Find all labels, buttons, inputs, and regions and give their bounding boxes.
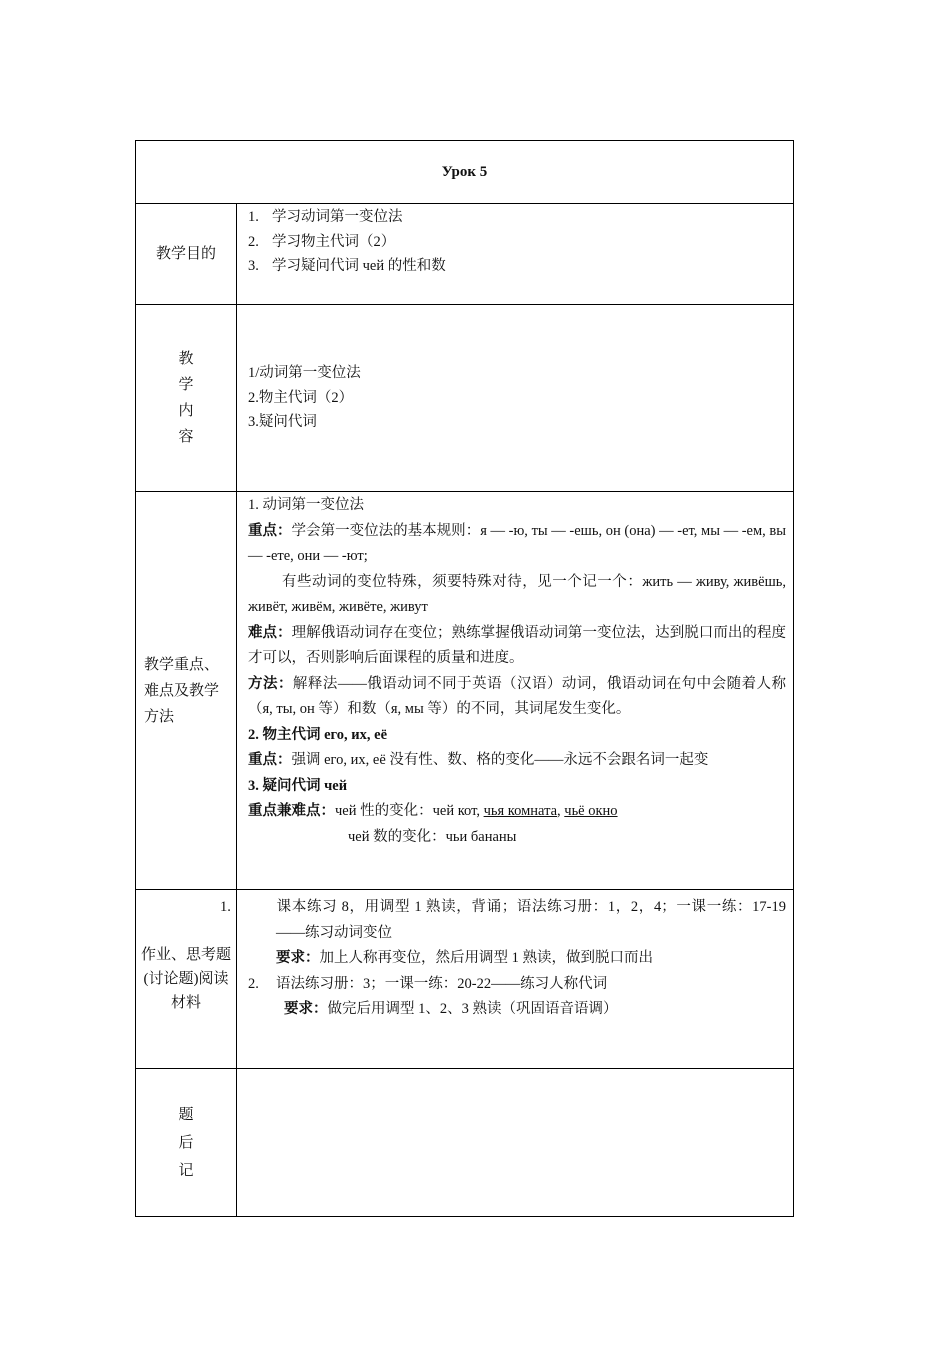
homework-content: [220, 890, 793, 1068]
homework-req-2: 要求：做完后用调型 1、2、3 熟读（巩固语音语调）: [284, 1001, 618, 1017]
goals-row: [136, 203, 793, 304]
content-row: [136, 304, 793, 491]
homework-item-1: 1. 课本练习 8，用调型 1 熟读，背诵；语法练习册：1，2，4；一课一练：17-19 ——练习动词变位: [220, 899, 786, 941]
goals-content: [237, 204, 793, 304]
afterword-label: 题 后 记: [136, 1069, 237, 1216]
goal-item: 1. 学习动词第一变位法: [248, 209, 403, 225]
homework-req-1: 要求：加上人称再变位，然后用调型 1 熟读，做到脱口而出: [276, 950, 653, 966]
methods-row: [136, 491, 793, 889]
verb-special: 有些动词的变位特殊，须要特殊对待，见一个记一个：жить — живу, живёшь, живёт, живём, живёте, живут: [248, 573, 786, 615]
lesson-plan-table: [135, 140, 794, 1217]
afterword-row: [136, 1068, 793, 1216]
interrogative-gender: 重点兼难点：чей 性的变化：чей кот, чья комната, чьё окно: [248, 803, 618, 819]
goal-item: 2. 学习物主代词（2）: [248, 233, 396, 250]
section-interrogative-title: 3. 疑问代词 чей: [248, 777, 348, 794]
verb-key-point: 重点：学会第一变位法的基本规则：я — -ю, ты — -ешь, он (она) — -ет, мы — -ем, вы — -ете, они — -ют;: [248, 522, 787, 564]
homework-label: 作业、思考题(讨论题)阅读材料: [136, 890, 237, 1068]
content-items: [237, 305, 793, 491]
section-verb-title: 1. 动词第一变位法: [248, 497, 364, 513]
title-row: [136, 141, 793, 203]
possessive-key-point: 重点：强调 его, их, её 没有性、数、格的变化——永远不会跟名词一起变: [248, 752, 709, 768]
verb-method: 方法：解释法——俄语动词不同于英语（汉语）动词，俄语动词在句中会随着人称（я, ты, он 等）和数（я, мы 等）的不同，其词尾发生变化。: [248, 675, 787, 717]
interrogative-number: чей 数的变化：чьи бананы: [348, 828, 517, 845]
methods-label: 教学重点、难点及教学方法: [136, 492, 237, 889]
methods-content: [237, 492, 793, 889]
content-item: 3.疑问代词: [248, 414, 317, 431]
goals-label: 教学目的: [136, 204, 237, 304]
section-possessive-title: 2. 物主代词 его, их, её: [248, 726, 388, 743]
lesson-title: Урок 5: [441, 163, 488, 180]
content-item: 2.物主代词（2）: [248, 389, 354, 406]
homework-item-2: 2. 语法练习册：3；一课一练：20-22——练习人称代词: [248, 975, 608, 992]
verb-difficulty: 难点：理解俄语动词存在变位；熟练掌握俄语动词第一变位法，达到脱口而出的程度才可以，否则影响后面课程的质量和进度。: [248, 624, 786, 666]
homework-row: [136, 889, 793, 1068]
goal-item: 3. 学习疑问代词 чей 的性和数: [248, 258, 446, 274]
afterword-content: [237, 1069, 793, 1216]
content-item: 1/动词第一变位法: [248, 365, 361, 382]
content-label: 教 学 内 容: [136, 305, 237, 491]
